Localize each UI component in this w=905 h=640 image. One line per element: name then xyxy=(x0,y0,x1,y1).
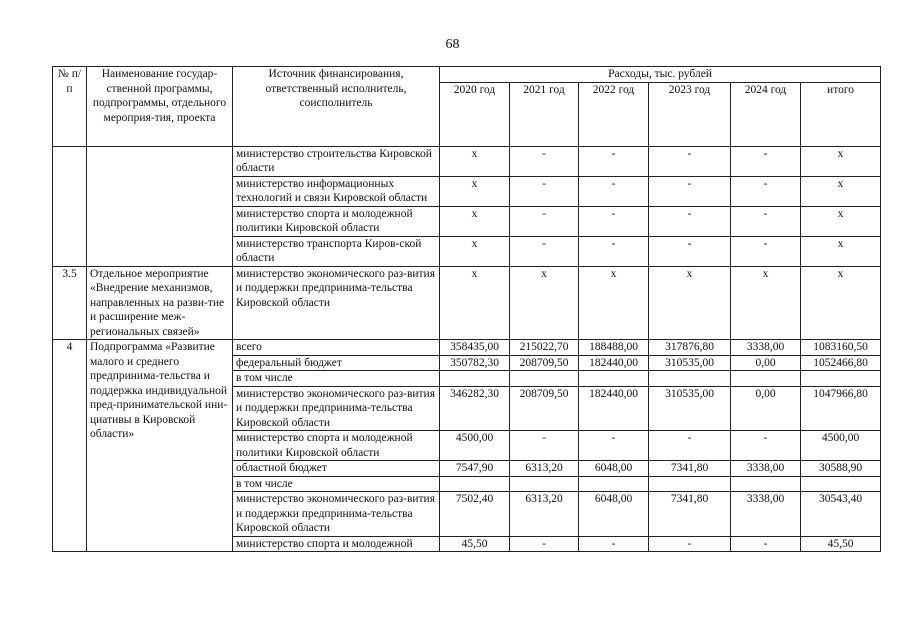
year-value: x xyxy=(440,176,510,206)
year-value: x xyxy=(440,266,510,340)
year-value: x xyxy=(649,266,731,340)
total-value: 1047966,80 xyxy=(801,386,881,431)
year-value: x xyxy=(510,266,579,340)
funding-source: министерство спорта и молодежной xyxy=(233,536,440,552)
funding-source: министерство строительства Кировской области xyxy=(233,146,440,176)
year-value: 310535,00 xyxy=(649,386,731,431)
header-name: Наименование государ-ственной программы, подпрограммы, отдельного мероприя-тия, проекта xyxy=(87,67,233,147)
header-year: 2023 год xyxy=(649,82,731,146)
year-value: 7547,90 xyxy=(440,461,510,477)
year-value: - xyxy=(510,536,579,552)
table-body xyxy=(53,146,881,552)
total-value: x xyxy=(801,266,881,340)
program-name: Подпрограмма «Развитие малого и среднего предпринима-тельства и поддержка индивидуальной пред-принимательской ини-циативы в Кировской области» xyxy=(87,340,233,552)
year-value: 6313,20 xyxy=(510,461,579,477)
funding-source: областной бюджет xyxy=(233,461,440,477)
year-value xyxy=(510,371,579,387)
funding-source: министерство спорта и молодежной политики Кировской области xyxy=(233,431,440,461)
total-value: 1083160,50 xyxy=(801,340,881,356)
year-value: 6048,00 xyxy=(579,492,649,537)
header-total: итого xyxy=(801,82,881,146)
year-value: - xyxy=(510,236,579,266)
header-year: 2021 год xyxy=(510,82,579,146)
table-row xyxy=(53,266,881,340)
year-value: - xyxy=(731,206,801,236)
year-value: 182440,00 xyxy=(579,355,649,371)
year-value: x xyxy=(440,236,510,266)
header-year: 2020 год xyxy=(440,82,510,146)
total-value: 4500,00 xyxy=(801,431,881,461)
row-number: 4 xyxy=(53,340,87,552)
year-value: 3338,00 xyxy=(731,461,801,477)
year-value: 0,00 xyxy=(731,386,801,431)
year-value: 350782,30 xyxy=(440,355,510,371)
year-value: - xyxy=(510,146,579,176)
year-value: - xyxy=(579,236,649,266)
year-value: 45,50 xyxy=(440,536,510,552)
header-year: 2022 год xyxy=(579,82,649,146)
year-value: - xyxy=(649,176,731,206)
year-value: - xyxy=(579,206,649,236)
program-name: Отдельное мероприятие «Внедрение механизмов, направленных на разви-тие и расширение меж-региональных связей» xyxy=(87,266,233,340)
total-value: x xyxy=(801,176,881,206)
year-value xyxy=(579,476,649,492)
year-value: 3338,00 xyxy=(731,340,801,356)
year-value: - xyxy=(649,431,731,461)
year-value xyxy=(579,371,649,387)
header-year: 2024 год xyxy=(731,82,801,146)
total-value: 30543,40 xyxy=(801,492,881,537)
year-value: 7502,40 xyxy=(440,492,510,537)
year-value xyxy=(731,371,801,387)
year-value: - xyxy=(510,431,579,461)
funding-source: министерство экономического раз-вития и поддержки предпринима-тельства Кировской области xyxy=(233,492,440,537)
year-value: - xyxy=(731,176,801,206)
year-value xyxy=(649,371,731,387)
year-value: - xyxy=(731,236,801,266)
year-value xyxy=(440,476,510,492)
year-value xyxy=(649,476,731,492)
year-value: - xyxy=(731,536,801,552)
funding-source: федеральный бюджет xyxy=(233,355,440,371)
year-value: - xyxy=(510,176,579,206)
total-value: x xyxy=(801,146,881,176)
year-value xyxy=(731,476,801,492)
year-value: 215022,70 xyxy=(510,340,579,356)
year-value: - xyxy=(731,431,801,461)
year-value: - xyxy=(579,431,649,461)
funding-source: министерство экономического раз-вития и поддержки предпринима-тельства Кировской области xyxy=(233,386,440,431)
page-number: 68 xyxy=(445,37,460,52)
year-value: - xyxy=(510,206,579,236)
funding-source: министерство информационных технологий и связи Кировской области xyxy=(233,176,440,206)
header-source: Источник финансирования, ответственный исполнитель, соисполнитель xyxy=(233,67,440,147)
year-value: x xyxy=(731,266,801,340)
year-value: - xyxy=(649,206,731,236)
year-value: 188488,00 xyxy=(579,340,649,356)
year-value: 182440,00 xyxy=(579,386,649,431)
budget-table xyxy=(52,66,881,552)
header-no: № п/п xyxy=(53,67,87,147)
header-expenses: Расходы, тыс. рублей xyxy=(440,67,881,83)
row-number: 3.5 xyxy=(53,266,87,340)
year-value: - xyxy=(579,146,649,176)
total-value: 30588,90 xyxy=(801,461,881,477)
year-value: 346282,30 xyxy=(440,386,510,431)
year-value: - xyxy=(649,536,731,552)
year-value: - xyxy=(731,146,801,176)
year-value: x xyxy=(440,206,510,236)
table-row xyxy=(53,340,881,356)
year-value: 4500,00 xyxy=(440,431,510,461)
funding-source: всего xyxy=(233,340,440,356)
year-value: 6048,00 xyxy=(579,461,649,477)
year-value: 208709,50 xyxy=(510,355,579,371)
year-value: - xyxy=(649,146,731,176)
year-value: 7341,80 xyxy=(649,492,731,537)
year-value: 3338,00 xyxy=(731,492,801,537)
funding-source: в том числе xyxy=(233,476,440,492)
year-value: - xyxy=(579,176,649,206)
total-value xyxy=(801,371,881,387)
total-value: x xyxy=(801,206,881,236)
year-value: x xyxy=(579,266,649,340)
year-value: 317876,80 xyxy=(649,340,731,356)
year-value: x xyxy=(440,146,510,176)
funding-source: в том числе xyxy=(233,371,440,387)
year-value: 7341,80 xyxy=(649,461,731,477)
funding-source: министерство транспорта Киров-ской области xyxy=(233,236,440,266)
year-value: - xyxy=(579,536,649,552)
year-value xyxy=(440,371,510,387)
total-value xyxy=(801,476,881,492)
year-value xyxy=(510,476,579,492)
table-row xyxy=(53,146,881,176)
funding-source: министерство спорта и молодежной политики Кировской области xyxy=(233,206,440,236)
year-value: 0,00 xyxy=(731,355,801,371)
funding-source: министерство экономического раз-вития и поддержки предпринима-тельства Кировской области xyxy=(233,266,440,340)
year-value: 358435,00 xyxy=(440,340,510,356)
year-value: - xyxy=(649,236,731,266)
year-value: 6313,20 xyxy=(510,492,579,537)
year-value: 208709,50 xyxy=(510,386,579,431)
total-value: 45,50 xyxy=(801,536,881,552)
total-value: 1052466,80 xyxy=(801,355,881,371)
row-number xyxy=(53,146,87,266)
program-name xyxy=(87,146,233,266)
year-value: 310535,00 xyxy=(649,355,731,371)
total-value: x xyxy=(801,236,881,266)
